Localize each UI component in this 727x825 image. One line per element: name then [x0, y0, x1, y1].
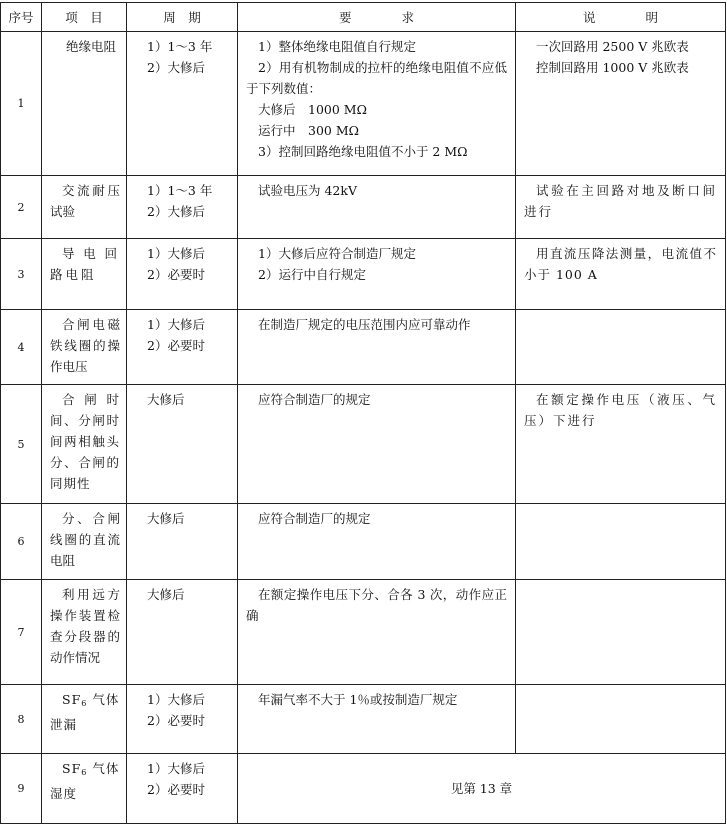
requirement-line: 在制造厂规定的电压范围内应可靠动作 [258, 317, 471, 332]
item-text: $SF_6$ 气体泄漏 [50, 692, 120, 732]
table-row [1, 685, 726, 754]
note-line: 在额定操作电压（液压、气压）下进行 [524, 392, 717, 428]
item-text: 合闸时间、分闸时间两相触头分、合闸的同期性 [50, 392, 120, 491]
row-number: 9 [1, 754, 42, 824]
cycle-line: 大修后 [147, 587, 185, 602]
item-text: 利用远方操作装置检查分段器的动作情况 [50, 587, 120, 665]
cycle-line: 1）大修后 [147, 317, 205, 332]
requirement-cell [238, 385, 516, 504]
row-number: 3 [1, 239, 42, 310]
requirement-cell [238, 310, 516, 385]
row-number: 2 [1, 176, 42, 239]
item-cell [42, 310, 127, 385]
cycle-line: 1）1～3 年 [147, 183, 213, 198]
requirement-line: 在额定操作电压下分、合各 3 次，动作应正确 [246, 587, 507, 623]
header-note: 说 明 [516, 3, 726, 32]
cycle-line: 2）必要时 [147, 338, 205, 353]
header-item: 项 目 [42, 3, 127, 32]
header-row [1, 3, 726, 32]
cycle-cell [127, 685, 238, 754]
note-cell [516, 310, 726, 385]
requirement-line: 大修后 1000 MΩ [258, 102, 367, 117]
requirement-cell [238, 176, 516, 239]
item-text: 导电回路电阻 [50, 246, 120, 282]
cycle-line: 1）大修后 [147, 692, 205, 707]
table-row [1, 32, 726, 176]
requirement-line: 3）控制回路绝缘电阻值不小于 2 MΩ [258, 144, 468, 159]
row-number: 8 [1, 685, 42, 754]
requirement-cell [238, 685, 516, 754]
requirement-line: 2）运行中自行规定 [258, 267, 366, 282]
requirement-line: 1）大修后应符合制造厂规定 [258, 246, 416, 261]
row-number: 5 [1, 385, 42, 504]
table-row [1, 385, 726, 504]
cycle-cell [127, 754, 238, 824]
item-cell [42, 239, 127, 310]
table-row [1, 580, 726, 685]
requirement-cell [238, 239, 516, 310]
cycle-line: 1）大修后 [147, 761, 205, 776]
note-cell [516, 385, 726, 504]
item-text: 交流耐压试验 [50, 183, 120, 219]
note-cell [516, 239, 726, 310]
item-cell [42, 32, 127, 176]
item-cell [42, 754, 127, 824]
requirement-cell [238, 32, 516, 176]
requirement-line: 年漏气率不大于 1％或按制造厂规定 [258, 692, 458, 707]
note-line: 试验在主回路对地及断口间进行 [524, 183, 717, 219]
cycle-line: 2）大修后 [147, 60, 205, 75]
note-line: 一次回路用 2500 V 兆欧表 [536, 39, 689, 54]
table-row [1, 239, 726, 310]
requirement-line: 2）用有机物制成的拉杆的绝缘电阻值不应低于下列数值： [246, 60, 507, 96]
item-cell [42, 685, 127, 754]
row-number: 4 [1, 310, 42, 385]
cycle-line: 1）1～3 年 [147, 39, 213, 54]
cycle-cell [127, 504, 238, 580]
cycle-cell [127, 385, 238, 504]
item-text: $SF_6$ 气体湿度 [50, 761, 120, 801]
note-cell [516, 685, 726, 754]
note-cell [516, 504, 726, 580]
row-number: 1 [1, 32, 42, 176]
requirement-line: 应符合制造厂的规定 [258, 392, 371, 407]
cycle-cell [127, 32, 238, 176]
note-cell [516, 32, 726, 176]
note-line: 用直流压降法测量，电流值不小于 100 A [524, 246, 717, 282]
cycle-line: 2）大修后 [147, 204, 205, 219]
item-cell [42, 580, 127, 685]
item-cell [42, 504, 127, 580]
row-number: 7 [1, 580, 42, 685]
requirement-line: 应符合制造厂的规定 [258, 511, 371, 526]
item-cell [42, 385, 127, 504]
row-number: 6 [1, 504, 42, 580]
table-row [1, 754, 726, 824]
header-requirement: 要 求 [238, 3, 516, 32]
cycle-cell [127, 176, 238, 239]
cycle-line: 2）必要时 [147, 267, 205, 282]
see-chapter-cell: 见第 13 章 [238, 754, 726, 824]
test-items-table [0, 2, 726, 824]
header-no: 序号 [1, 3, 42, 32]
table-row [1, 176, 726, 239]
note-cell [516, 176, 726, 239]
cycle-cell [127, 310, 238, 385]
cycle-line: 2）必要时 [147, 782, 205, 797]
cycle-line: 2）必要时 [147, 713, 205, 728]
requirement-line: 1）整体绝缘电阻值自行规定 [258, 39, 416, 54]
requirement-cell [238, 580, 516, 685]
table-row [1, 310, 726, 385]
requirement-cell [238, 504, 516, 580]
note-cell [516, 580, 726, 685]
cycle-line: 大修后 [147, 511, 185, 526]
item-cell [42, 176, 127, 239]
table-row [1, 504, 726, 580]
cycle-line: 1）大修后 [147, 246, 205, 261]
item-text: 合闸电磁铁线圈的操作电压 [50, 317, 120, 374]
requirement-line: 试验电压为 42kV [258, 183, 357, 198]
cycle-cell [127, 580, 238, 685]
item-text: 分、合闸线圈的直流电阻 [50, 511, 120, 568]
cycle-cell [127, 239, 238, 310]
item-text: 绝缘电阻 [66, 39, 117, 54]
requirement-line: 运行中 300 MΩ [258, 123, 359, 138]
header-cycle: 周 期 [127, 3, 238, 32]
note-line: 控制回路用 1000 V 兆欧表 [536, 60, 689, 75]
cycle-line: 大修后 [147, 392, 185, 407]
